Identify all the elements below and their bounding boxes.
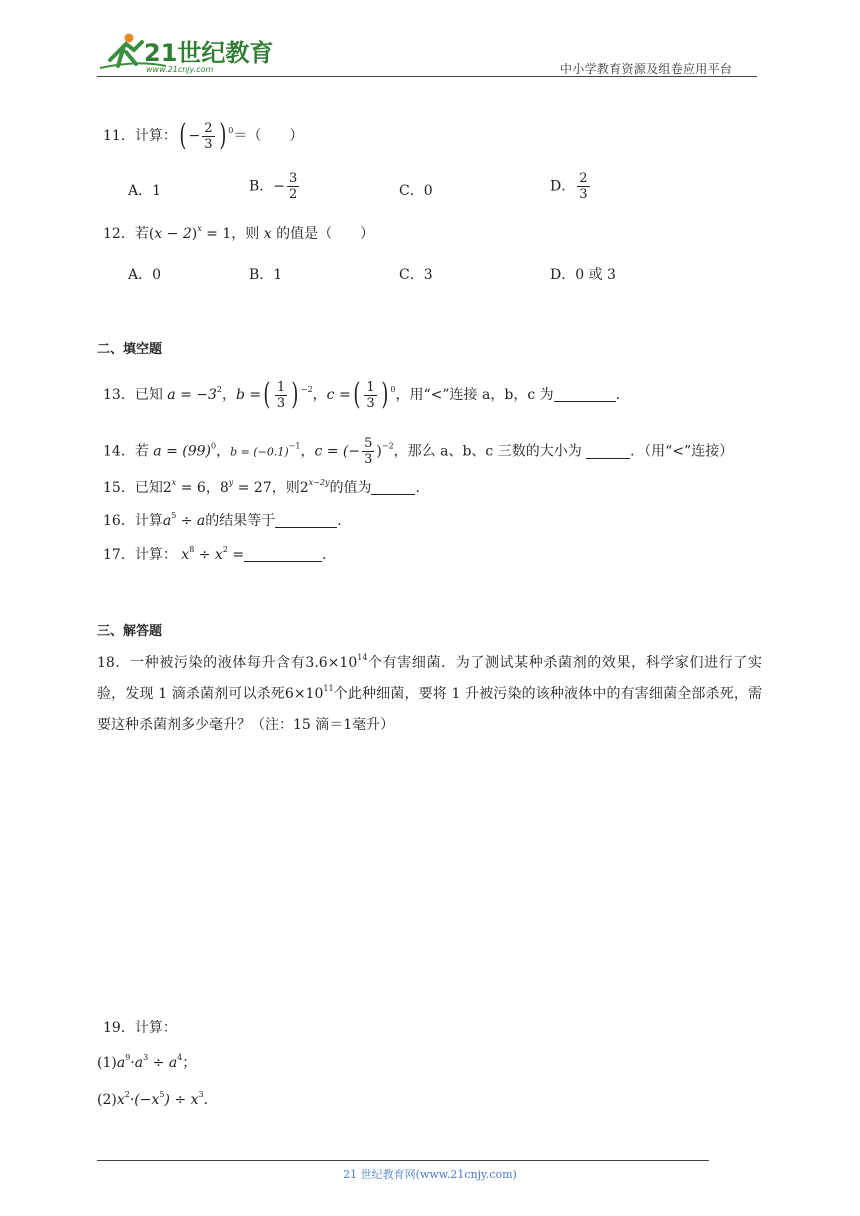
site-name: 中小学教育资源及组卷应用平台 xyxy=(560,62,733,76)
question-18: 18．一种被污染的液体每升含有$3.6\times 10^{14}$个有害细菌．为了测试某种杀菌剂的效果，科学家们进行了实验，发现 1 滴杀菌剂可以杀死$6\times 10^{11}$个此种细菌，要将 1 升被污染的该种液体中的有害细菌全部杀死，需要这种杀菌剂多少毫升？（注：15 滴＝1毫升） xyxy=(97,653,762,733)
q11-option-d: D． $\frac{2}{3}$ xyxy=(550,171,588,202)
q11-option-c: C．0 xyxy=(399,183,433,199)
question-17: 17．计算： $x^8 \div x^2$ = ． xyxy=(103,545,337,563)
q11-option-a: A．1 xyxy=(128,183,162,199)
footer-text: 21 世纪教育网(www.21cnjy.com) xyxy=(343,1168,517,1181)
q12-option-c: C．3 xyxy=(399,267,433,283)
q12-option-d: D．0 或 3 xyxy=(550,267,616,283)
question-14: 14．若 $a = (99)^0$，$b = (-0.1)^{-1}$，c = (− $\frac{5}{3}$ )$^{-2}$，那么 a、b、c 三数的大小为 ．（用“<”连接） xyxy=(103,436,734,467)
question-number: 12． xyxy=(103,226,135,242)
section-title: 二、填空题 xyxy=(97,342,163,357)
q12-option-b: B．1 xyxy=(249,267,283,283)
answer-blank[interactable] xyxy=(554,385,616,402)
fraction: $\frac{2}{3}$ xyxy=(204,120,213,152)
header-divider xyxy=(97,76,757,77)
answer-blank[interactable] xyxy=(371,478,415,495)
question-12: 12．若$(x - 2)^x = 1$，则 x 的值是（ ） xyxy=(103,224,375,242)
question-15: 15．已知$2^x = 6$，$8^y = 27$，则$2^{x-2y}$的值为 ． xyxy=(103,478,430,496)
section-title: 三、解答题 xyxy=(97,624,163,639)
answer-blank[interactable] xyxy=(275,511,337,528)
logo xyxy=(96,30,274,74)
logo-runner-icon xyxy=(96,30,274,74)
footer-divider xyxy=(97,1160,709,1161)
q12-option-a: A．0 xyxy=(128,267,162,283)
question-16: 16．计算$a^5 \div a$的结果等于 ． xyxy=(103,511,352,529)
answer-blank[interactable] xyxy=(244,545,322,562)
q11-option-b: B．− $\frac{3}{2}$ xyxy=(249,171,298,202)
logo-brand-text: 21世纪教育 xyxy=(144,39,274,67)
question-19: 19．计算： xyxy=(103,1020,177,1036)
question-number: 11． xyxy=(103,128,135,144)
question-11: 11．计算：( − $\frac{2}{3}$ ) $^0$＝（ ） xyxy=(103,118,304,153)
question-13: 13．已知 $a = -3^2$，b =( $\frac{1}{3}$ ) $^{-2}$，c =( $\frac{1}{3}$ ) $^0$，用“<”连接 a，b，c 为 ． xyxy=(103,377,630,412)
answer-blank[interactable] xyxy=(586,442,630,459)
logo-url-text: www.21cnjy.com xyxy=(146,65,214,74)
question-19-part-2: $(2)x^2\cdot(-x^5) \div x^3$． xyxy=(97,1090,218,1108)
question-19-part-1: $(1)a^9\cdot a^3 \div a^4$； xyxy=(97,1053,197,1071)
